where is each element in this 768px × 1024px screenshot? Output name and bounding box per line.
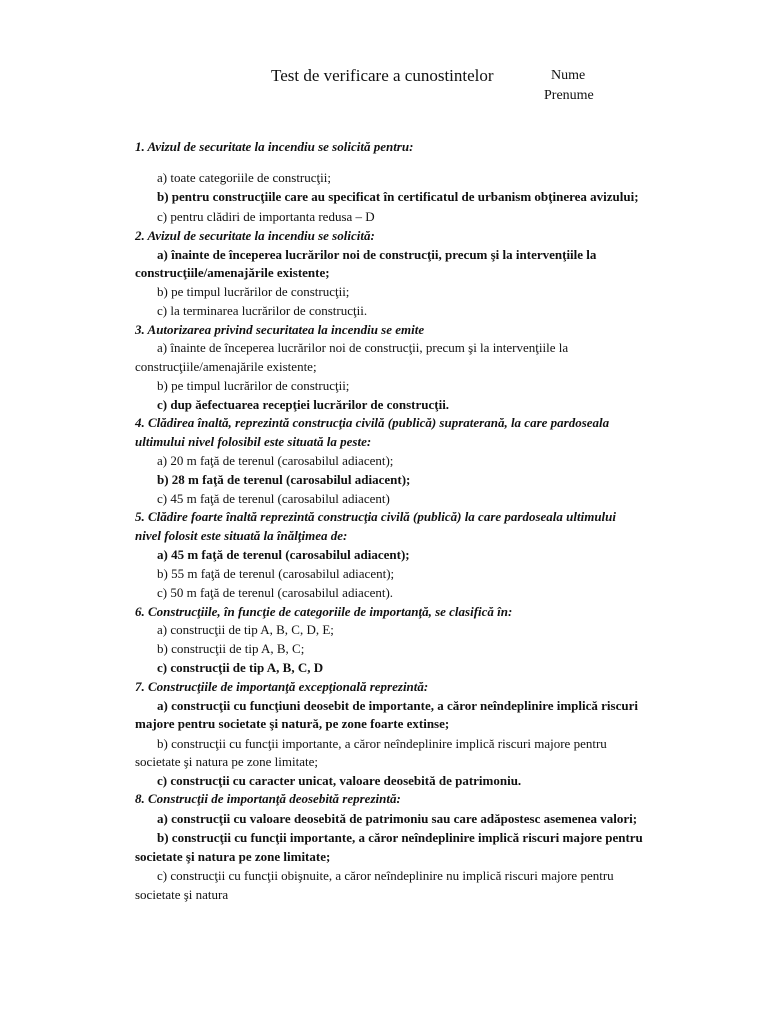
surname-label: Prenume — [544, 88, 594, 103]
q6-option-a: a) construcţii de tip A, B, C, D, E; — [157, 622, 334, 637]
q5-option-a: a) 45 m faţă de terenul (carosabilul adiacent); — [157, 547, 410, 562]
q6-option-c: c) construcţii de tip A, B, C, D — [157, 660, 324, 675]
question-4-cont: ultimului nivel folosibil este situată la peste: — [135, 434, 372, 449]
document-title: Test de verificare a cunostintelor — [271, 66, 494, 85]
q3-option-b: b) pe timpul lucrărilor de construcţii; — [157, 378, 350, 393]
q8-option-c: c) construcţii cu funcţii obişnuite, a căror neîndeplinire nu implică riscuri majore pentru — [157, 868, 614, 883]
q4-option-b: b) 28 m faţă de terenul (carosabilul adiacent); — [157, 472, 411, 487]
q3-option-a-cont: construcţiile/amenajările existente; — [135, 359, 317, 374]
q3-option-c: c) dup ăefectuarea recepţiei lucrărilor de construcţii. — [157, 397, 450, 412]
q4-option-c: c) 45 m faţă de terenul (carosabilul adiacent) — [157, 491, 390, 506]
q7-option-a: a) construcţii cu funcţiuni deosebit de importante, a căror neîndeplinire implică riscuri — [157, 698, 638, 713]
q2-option-a-cont: construcţiile/amenajările existente; — [135, 265, 330, 280]
q6-option-b: b) construcţii de tip A, B, C; — [157, 641, 305, 656]
q7-option-b: b) construcţii cu funcţii importante, a căror neîndeplinire implică riscuri majore pentru — [157, 736, 607, 751]
q5-option-c: c) 50 m faţă de terenul (carosabilul adiacent). — [157, 585, 394, 600]
q4-option-a: a) 20 m faţă de terenul (carosabilul adiacent); — [157, 453, 394, 468]
question-5: 5. Clădire foarte înaltă reprezintă construcţia civilă (publică) la care pardoseala ultimului — [135, 509, 617, 524]
q5-option-b: b) 55 m faţă de terenul (carosabilul adiacent); — [157, 566, 395, 581]
question-5-cont: nivel folosit este situată la înălţimea de: — [135, 528, 348, 543]
question-2: 2. Avizul de securitate la incendiu se solicită: — [135, 228, 375, 243]
question-8: 8. Construcţii de importanţă deosebită reprezintă: — [135, 791, 401, 806]
q3-option-a: a) înainte de începerea lucrărilor noi de construcţii, precum şi la intervenţiile la — [157, 340, 569, 355]
q8-option-c-cont: societate şi natura — [135, 887, 229, 902]
q2-option-c: c) la terminarea lucrărilor de construcţii. — [157, 303, 368, 318]
question-6: 6. Construcţiile, în funcţie de categoriile de importanţă, se clasifică în: — [135, 604, 513, 619]
name-label: Nume — [551, 68, 586, 83]
q8-option-b-cont: societate şi natura pe zone limitate; — [135, 849, 331, 864]
question-7: 7. Construcţiile de importanţă excepţională reprezintă: — [135, 679, 429, 694]
q1-option-c: c) pentru clădiri de importanta redusa – D — [157, 209, 375, 224]
q8-option-b: b) construcţii cu funcţii importante, a căror neîndeplinire implică riscuri majore pentru — [157, 830, 643, 845]
question-4: 4. Clădirea înaltă, reprezintă construcţia civilă (publică) supraterană, la care pardoseala — [135, 415, 610, 430]
q2-option-a: a) înainte de începerea lucrărilor noi de construcţii, precum şi la intervenţiile la — [157, 247, 597, 262]
q7-option-b-cont: societate şi natura pe zone limitate; — [135, 754, 319, 769]
question-1: 1. Avizul de securitate la incendiu se solicită pentru: — [135, 139, 414, 154]
question-3: 3. Autorizarea privind securitatea la incendiu se emite — [135, 322, 425, 337]
q8-option-a: a) construcţii cu valoare deosebită de patrimoniu sau care adăpostesc asemenea valori; — [157, 811, 638, 826]
q1-option-a: a) toate categoriile de construcţii; — [157, 170, 331, 185]
q7-option-a-cont: majore pentru societate şi natură, pe zone foarte extinse; — [135, 716, 450, 731]
q7-option-c: c) construcţii cu caracter unicat, valoare deosebită de patrimoniu. — [157, 773, 522, 788]
q1-option-b: b) pentru construcţiile care au specificat în certificatul de urbanism obţinerea avizului; — [157, 189, 639, 204]
q2-option-b: b) pe timpul lucrărilor de construcţii; — [157, 284, 350, 299]
